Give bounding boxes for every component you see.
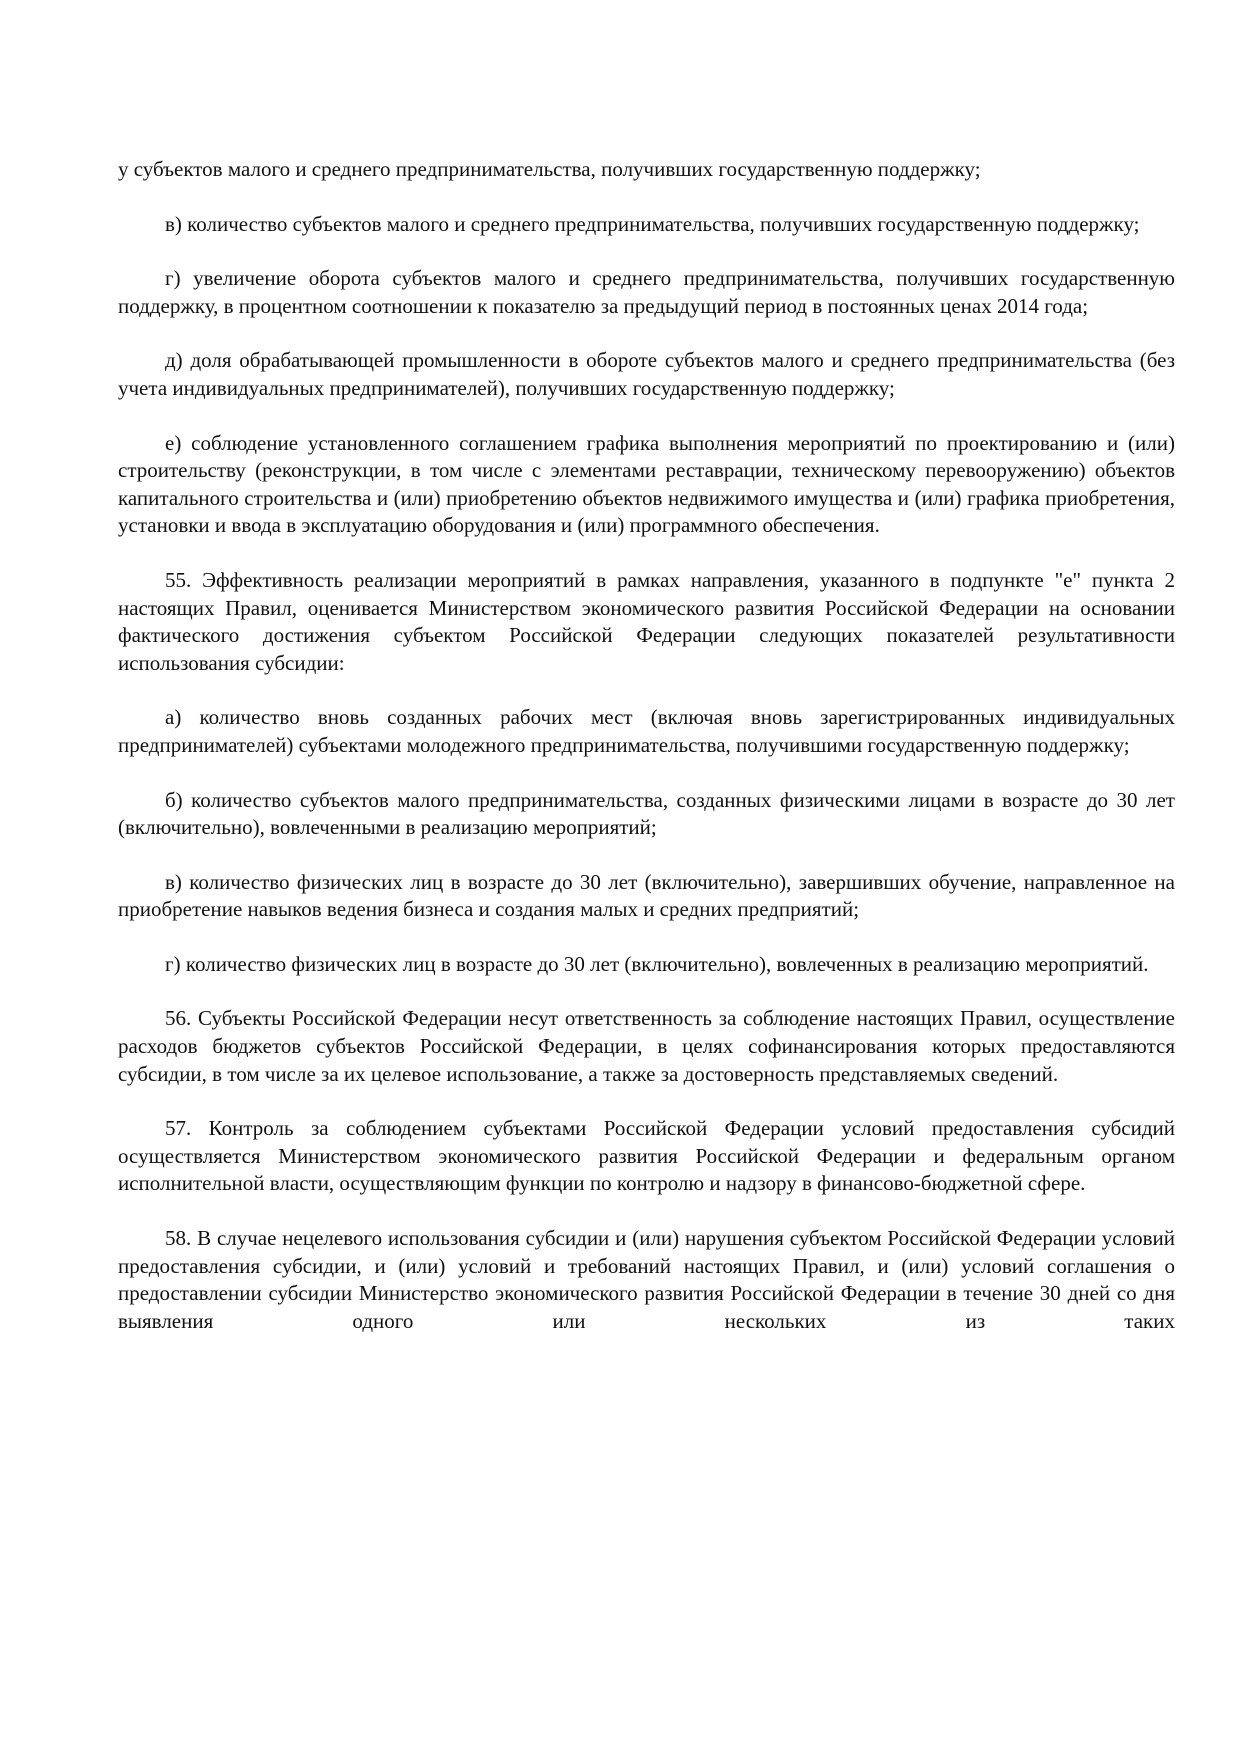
paragraph-continuation: у субъектов малого и среднего предпринимательства, получивших государственную поддержку; [118,157,981,181]
paragraph-55-a: а) количество вновь созданных рабочих мест (включая вновь зарегистрированных индивидуальных предпринимателей) субъектами молодежного предпринимательства, получившими государственную поддержку; [118,705,1175,757]
paragraph-item-d: д) доля обрабатывающей промышленности в обороте субъектов малого и среднего предпринимательства (без учета индивидуальных предпринимателей), получивших государственную поддержку; [118,348,1175,400]
paragraph-item-v: в) количество субъектов малого и среднего предпринимательства, получивших государственную поддержку; [165,211,1140,236]
paragraph-57: 57. Контроль за соблюдением субъектами Российской Федерации условий предоставления субсидий осуществляется Министерством экономического развития Российской Федерации и федеральным органом исполнительной власти, осуществляющим функции по контролю и надзору в финансово-бюджетной сфере. [118,1116,1175,1196]
paragraph-55: 55. Эффективность реализации мероприятий в рамках направления, указанного в подпункте "е" пункта 2 настоящих Правил, оценивается Министерством экономического развития Российской Федерации на основании фактического достижения субъектом Российской Федерации следующих показателей результативности использования субсидии: [118,567,1175,675]
paragraph-item-g: г) увеличение оборота субъектов малого и среднего предпринимательства, получивших государственную поддержку, в процентном соотношении к показателю за предыдущий период в постоянных ценах 2014 года; [118,266,1175,318]
paragraph-58: 58. В случае нецелевого использования субсидии и (или) нарушения субъектом Российской Федерации условий предоставления субсидии, и (или) условий и требований настоящих Правил, и (или) условий соглашения о предоставлении субсидии Министерство экономического развития Российской Федерации в течение 30 дней со дня выявления одного или нескольких из таких [118,1226,1175,1333]
paragraph-55-g: г) количество физических лиц в возрасте до 30 лет (включительно), вовлеченных в реализацию мероприятий. [165,951,1149,976]
paragraph-56: 56. Субъекты Российской Федерации несут ответственность за соблюдение настоящих Правил, осуществление расходов бюджетов субъектов Российской Федерации, в целях софинансирования которых предоставляются субсидии, в том числе за их целевое использование, а также за достоверность представляемых сведений. [118,1006,1175,1086]
paragraph-55-v: в) количество физических лиц в возрасте до 30 лет (включительно), завершивших обучение, направленное на приобретение навыков ведения бизнеса и создания малых и средних предприятий; [118,869,1175,922]
paragraph-item-e: е) соблюдение установленного соглашением графика выполнения мероприятий по проектированию и (или) строительству (реконструкции, в том числе с элементами реставрации, техническому перевооружению) объектов капитального строительства и (или) приобретению объектов недвижимого имущества и (или) графика приобретения, установки и ввода в эксплуатацию оборудования и (или) программного обеспечения. [118,430,1175,538]
paragraph-55-b: б) количество субъектов малого предпринимательства, созданных физическими лицами в возрасте до 30 лет (включительно), вовлеченными в реализацию мероприятий; [118,787,1175,840]
document-page [118,156,1175,1362]
